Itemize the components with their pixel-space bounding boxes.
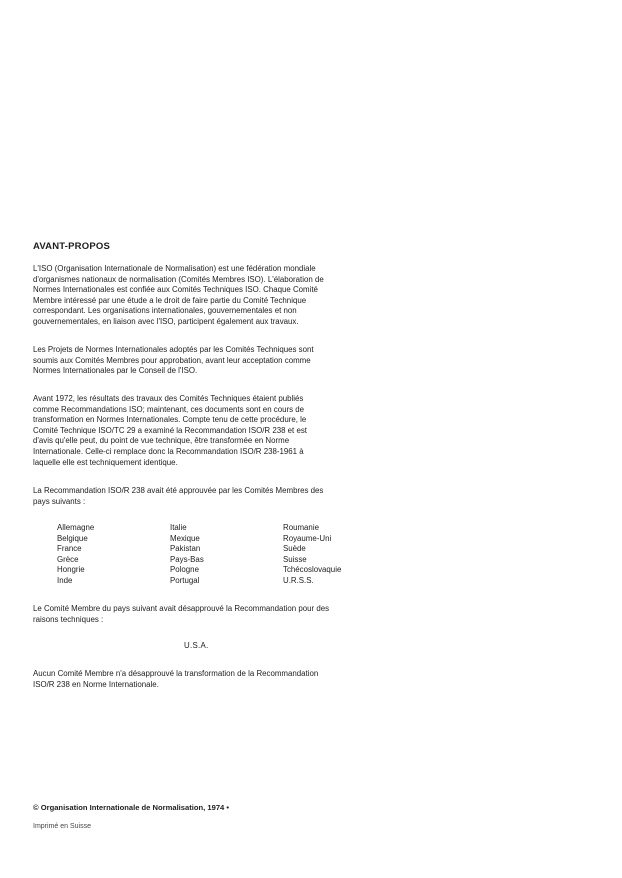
text-line: pays suivants : <box>33 496 86 506</box>
copyright-notice: © Organisation Internationale de Normalisation, 1974 • <box>33 803 230 812</box>
country-name: Portugal <box>170 575 200 585</box>
country-name: Grèce <box>57 554 79 564</box>
country-name: Hongrie <box>57 565 85 575</box>
text-line: L'ISO (Organisation Internationale de Normalisation) est une fédération mondiale <box>33 264 316 273</box>
text-line: Comité Technique ISO/TC 29 a examiné la Recommandation ISO/R 238 et est <box>33 425 307 435</box>
text-line: correspondant. Les organisations internationales, gouvernementales et non <box>33 306 297 316</box>
country-name: Pakistan <box>170 544 201 554</box>
text-line: Membre intéressé par une étude a le droit de faire partie du Comité Technique <box>33 295 307 305</box>
paragraph-history <box>33 394 382 468</box>
country-name: Allemagne <box>57 523 95 532</box>
printed-in-notice: Imprimé en Suisse <box>33 823 91 830</box>
text-line: Normes Internationales par le Conseil de l'ISO. <box>33 366 198 376</box>
text-line: Le Comité Membre du pays suivant avait désapprouvé la Recommandation pour des <box>33 604 330 613</box>
paragraph-approval-process <box>33 345 382 377</box>
country-column <box>283 523 341 587</box>
text-line: Avant 1972, les résultats des travaux des Comités Techniques étaient publiés <box>33 394 304 403</box>
text-line: raisons techniques : <box>33 614 104 624</box>
country-name: Tchécoslovaquie <box>283 565 342 575</box>
country-name: France <box>57 544 82 554</box>
text-line: comme Recommandations ISO; maintenant, ces documents sont en cours de <box>33 404 305 414</box>
country-name: Pologne <box>170 565 199 575</box>
text-line: La Recommandation ISO/R 238 avait été approuvée par les Comités Membres des <box>33 486 324 495</box>
text-line: gouvernementales, en liaison avec l'ISO, participent également aux travaux. <box>33 316 299 326</box>
country-name: Suisse <box>283 554 307 564</box>
country-name: Pays-Bas <box>170 554 204 564</box>
country-name: Belgique <box>57 533 88 543</box>
text-line: d'organismes nationaux de normalisation (Comités Membres ISO). L'élaboration de <box>33 274 324 284</box>
country-name: U.R.S.S. <box>283 575 314 585</box>
text-line: Les Projets de Normes Internationales adoptés par les Comités Techniques sont <box>33 345 314 354</box>
paragraph-approving-members <box>33 486 382 507</box>
text-line: Normes Internationales est confiée aux Comités Techniques ISO. Chaque Comité <box>33 285 318 295</box>
disapproving-country: U.S.A. <box>184 641 209 650</box>
text-line: transformation en Normes Internationales. Compte tenu de cette procédure, le <box>33 415 307 425</box>
text-line: d'avis qu'elle peut, du point de vue technique, être transformée en Norme <box>33 436 290 446</box>
paragraph-disapproval <box>33 604 382 625</box>
paragraph-iso-description <box>33 264 382 328</box>
text-line: soumis aux Comités Membres pour approbation, avant leur acceptation comme <box>33 355 311 365</box>
country-name: Italie <box>170 523 187 532</box>
country-name: Suède <box>283 544 306 554</box>
country-name: Inde <box>57 575 73 585</box>
paragraph-final <box>33 669 382 690</box>
text-line: ISO/R 238 en Norme Internationale. <box>33 679 159 689</box>
country-name: Mexique <box>170 533 200 543</box>
country-column <box>57 523 94 587</box>
country-name: Roumanie <box>283 523 319 532</box>
text-line: Internationale. Celle-ci remplace donc la Recommandation ISO/R 238-1961 à <box>33 446 304 456</box>
country-name: Royaume-Uni <box>283 533 332 543</box>
country-column <box>170 523 204 587</box>
page-title: AVANT-PROPOS <box>33 241 110 252</box>
text-line: Aucun Comité Membre n'a désapprouvé la transformation de la Recommandation <box>33 669 319 678</box>
text-line: laquelle elle est techniquement identique. <box>33 457 178 467</box>
